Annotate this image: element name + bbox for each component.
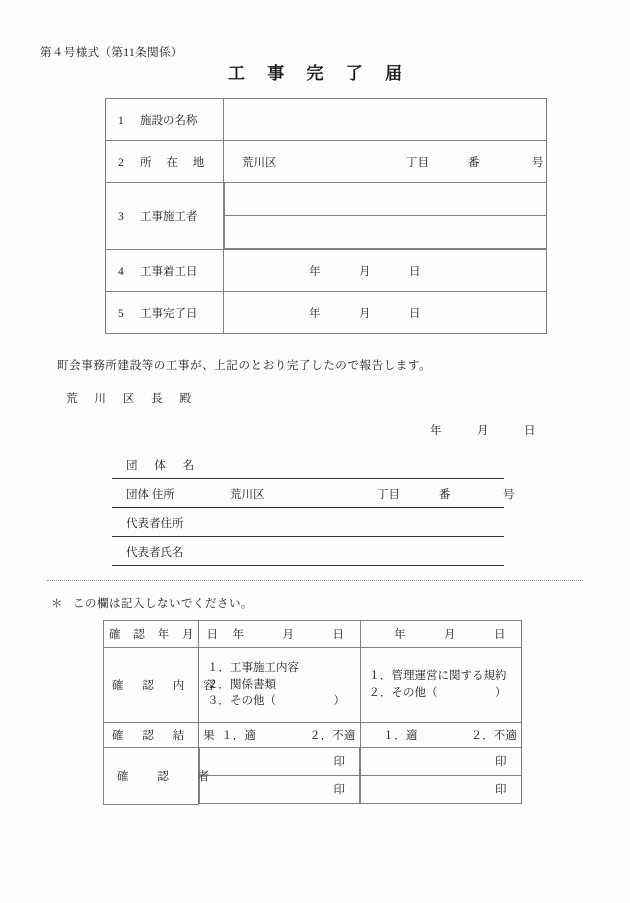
conf-label-text: 確 認 結 果	[112, 730, 223, 742]
row-label-start-date	[106, 250, 224, 292]
field-completion-date[interactable]	[224, 292, 547, 334]
table-row	[104, 723, 522, 748]
address-go: 号	[503, 489, 515, 501]
result-option-unsuitable[interactable]: ２．不適	[309, 730, 356, 742]
signature-row-group-name[interactable]	[112, 450, 504, 479]
conf-content-item: ２．関係書類	[207, 678, 276, 691]
row-number: 2	[118, 156, 124, 169]
conf-label-text: 確 認 者	[117, 770, 223, 783]
table-row	[104, 621, 522, 648]
date-month-label: 月	[444, 629, 456, 641]
do-not-fill-note	[51, 595, 253, 611]
table-row	[106, 183, 547, 250]
confirmation-table	[103, 620, 522, 805]
field-contractor-group	[224, 183, 547, 250]
address-ward: 荒川区	[242, 156, 277, 169]
submission-date-line	[430, 422, 536, 438]
date-day-label: 日	[409, 265, 421, 278]
date-day-label: 日	[524, 425, 536, 437]
address-chome: 丁目	[377, 489, 400, 501]
conf-label-content	[104, 648, 223, 723]
date-year-label: 年	[232, 629, 244, 641]
row-label-location	[106, 141, 224, 183]
conf-label-text: 確 認 年 月 日	[109, 629, 223, 641]
main-form-table	[105, 98, 547, 334]
result-option-unsuitable[interactable]: ２．不適	[470, 730, 517, 742]
date-month-label: 月	[282, 629, 294, 641]
row-label-text: 所 在 地	[140, 156, 211, 169]
signature-block	[112, 450, 515, 566]
row-number: 3	[118, 211, 124, 223]
conf-content-item: １．工事施工内容	[207, 661, 299, 674]
result-option-suitable[interactable]: １．適	[382, 730, 418, 742]
conf-person-col2	[360, 748, 522, 805]
seal-field[interactable]	[199, 776, 360, 804]
date-year-label: 年	[309, 307, 321, 320]
signature-row-group-address[interactable]	[112, 479, 515, 508]
conf-label-person	[104, 748, 223, 805]
label-group-address: 団体 住所	[126, 489, 175, 501]
field-contractor-line1[interactable]	[224, 183, 547, 216]
conf-date-col1[interactable]	[199, 621, 361, 648]
address-go: 号	[532, 156, 544, 169]
label-rep-name: 代表者氏名	[126, 547, 184, 559]
table-row	[106, 292, 547, 334]
date-month-label: 月	[359, 265, 371, 278]
row-label-facility-name	[106, 99, 224, 141]
signature-row-rep-name[interactable]	[112, 537, 504, 566]
table-row	[106, 250, 547, 292]
date-day-label: 日	[494, 629, 506, 641]
conf-content-item: １．管理運営に関する規約	[368, 670, 507, 683]
dotted-divider	[47, 580, 583, 581]
conf-content-col1[interactable]	[199, 648, 361, 723]
date-day-label: 日	[332, 629, 344, 641]
statement-text: 町会事務所建設等の工事が、上記のとおり完了したので報告します。	[57, 360, 432, 372]
conf-result-col1[interactable]	[199, 723, 361, 748]
row-number: 5	[118, 307, 124, 320]
seal-icon: 印	[333, 756, 345, 768]
table-row	[104, 748, 522, 805]
date-month-label: 月	[477, 425, 489, 437]
address-ban: 番	[468, 156, 480, 169]
seal-field[interactable]	[360, 748, 522, 776]
asterisk-icon: ＊	[51, 598, 63, 610]
row-number: 1	[118, 114, 124, 127]
page-title: 工 事 完 了 届	[228, 64, 411, 83]
table-row	[104, 648, 522, 723]
signature-row-rep-address[interactable]	[112, 508, 504, 537]
field-start-date[interactable]	[224, 250, 547, 292]
conf-label-result	[104, 723, 223, 748]
conf-label-text: 確 認 内 容	[112, 680, 223, 692]
row-label-text: 工事完了日	[140, 307, 198, 320]
conf-result-col2[interactable]	[360, 723, 522, 748]
conf-content-item: ２．その他（ ）	[368, 687, 507, 699]
seal-icon: 印	[495, 784, 507, 796]
addressee-text: 荒 川 区 長 殿	[66, 393, 198, 405]
field-facility-name[interactable]	[224, 99, 547, 141]
table-row	[106, 141, 547, 183]
conf-label-date	[104, 621, 223, 648]
date-day-label: 日	[409, 307, 421, 320]
row-label-text: 施設の名称	[140, 114, 198, 127]
seal-icon: 印	[495, 756, 507, 768]
date-year-label: 年	[309, 265, 321, 278]
conf-content-item: ３．その他（ ）	[207, 695, 345, 708]
label-group-name: 団 体 名	[126, 460, 202, 472]
conf-content-col2[interactable]	[360, 648, 522, 723]
seal-field[interactable]	[360, 776, 522, 804]
field-contractor-line2[interactable]	[224, 216, 547, 249]
label-rep-address: 代表者住所	[126, 518, 184, 530]
date-year-label: 年	[430, 425, 442, 437]
row-number: 4	[118, 265, 124, 278]
date-month-label: 月	[359, 307, 371, 320]
field-location[interactable]	[224, 141, 547, 183]
address-chome: 丁目	[406, 156, 429, 169]
row-label-text: 工事着工日	[140, 265, 198, 278]
address-ban: 番	[439, 489, 451, 501]
seal-field[interactable]	[199, 748, 360, 776]
conf-person-col1	[199, 748, 361, 805]
result-option-suitable[interactable]: １．適	[221, 730, 256, 742]
date-fields	[215, 626, 345, 642]
note-text: この欄は記入しないでください。	[73, 598, 253, 610]
row-label-contractor	[106, 183, 224, 250]
date-year-label: 年	[394, 629, 406, 641]
form-code: 第４号様式（第11条関係）	[40, 47, 183, 59]
row-label-text: 工事施工者	[140, 211, 198, 223]
table-row	[106, 99, 547, 141]
conf-date-col2[interactable]	[360, 621, 522, 648]
seal-icon: 印	[333, 784, 345, 796]
row-label-completion-date	[106, 292, 224, 334]
date-fields	[376, 626, 506, 642]
address-ward: 荒川区	[230, 489, 265, 501]
